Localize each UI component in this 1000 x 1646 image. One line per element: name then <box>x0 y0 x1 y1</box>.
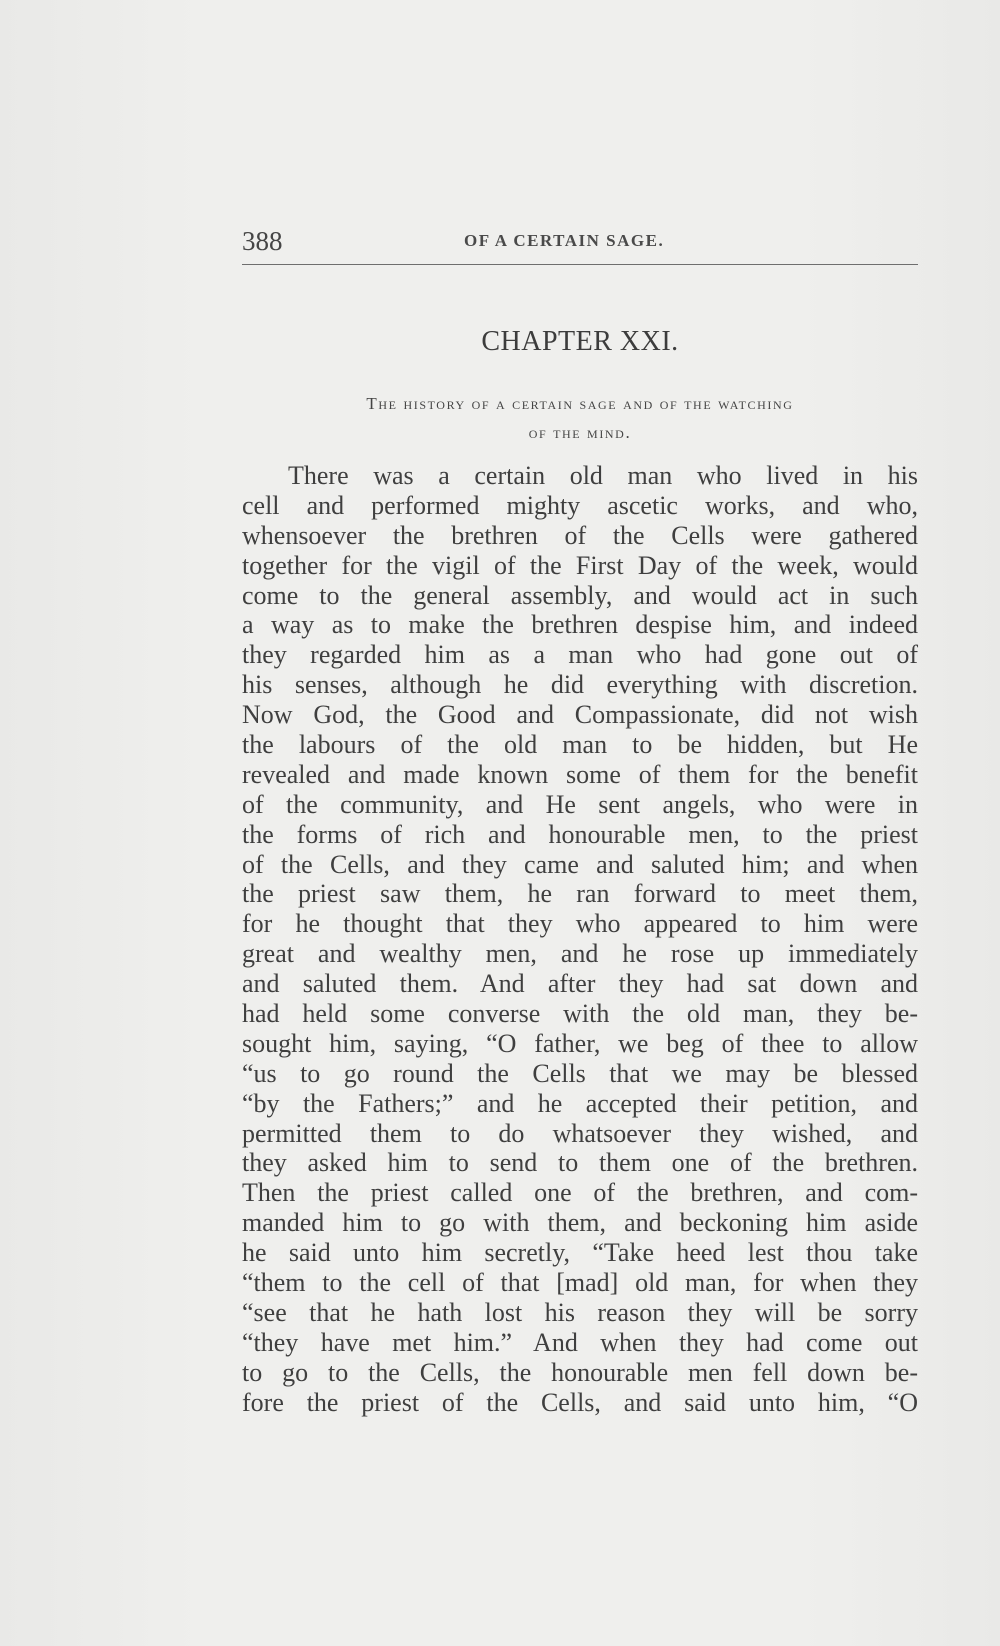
text-line: they asked him to send to them one of the brethren. <box>242 1148 918 1178</box>
text-line: had held some converse with the old man, they be- <box>242 999 918 1029</box>
text-line: “them to the cell of that [mad] old man, for when they <box>242 1268 918 1298</box>
text-line: “they have met him.” And when they had come out <box>242 1327 918 1357</box>
text-line: “us to go round the Cells that we may be blessed <box>242 1058 918 1088</box>
running-head-title: OF A CERTAIN SAGE. <box>464 231 665 250</box>
text-line: the priest saw them, he ran forward to meet them, <box>242 879 918 909</box>
page-number: 388 <box>242 226 283 256</box>
text-line: permitted them to do whatsoever they wished, and <box>242 1118 918 1148</box>
text-line: a way as to make the brethren despise him, and indeed <box>242 610 918 640</box>
body-text <box>242 461 918 1418</box>
text-line: of the Cells, and they came and saluted him; and when <box>242 849 918 879</box>
text-line: revealed and made known some of them for the benefit <box>242 759 918 789</box>
text-line: Then the priest called one of the brethren, and com- <box>242 1178 918 1208</box>
text-line: Now God, the Good and Compassionate, did not wish <box>242 700 918 730</box>
text-line: of the community, and He sent angels, who were in <box>242 789 918 819</box>
chapter-subtitle <box>242 389 918 447</box>
text-line: whensoever the brethren of the Cells were gathered <box>242 520 918 550</box>
text-line: and saluted them. And after they had sat down and <box>242 969 918 999</box>
text-line: come to the general assembly, and would act in such <box>242 580 918 610</box>
chapter-subtitle-line-2: of the mind. <box>528 423 632 442</box>
text-line: the labours of the old man to be hidden, but He <box>242 730 918 760</box>
text-line: sought him, saying, “O father, we beg of thee to allow <box>242 1028 918 1058</box>
text-line: his senses, although he did everything with discretion. <box>242 670 918 700</box>
text-line: manded him to go with them, and beckoning him aside <box>242 1208 918 1238</box>
text-line: great and wealthy men, and he rose up immediately <box>242 939 918 969</box>
text-line: together for the vigil of the First Day of the week, would <box>242 550 918 580</box>
chapter-subtitle-line-1: The history of a certain sage and of the watching <box>366 394 794 413</box>
text-line: cell and performed mighty ascetic works, and who, <box>242 490 918 520</box>
running-head <box>242 224 918 265</box>
text-line: fore the priest of the Cells, and said unto him, “O <box>242 1387 918 1417</box>
text-line: for he thought that they who appeared to him were <box>242 909 918 939</box>
text-line: “see that he hath lost his reason they will be sorry <box>242 1297 918 1327</box>
text-line: to go to the Cells, the honourable men fell down be- <box>242 1357 918 1387</box>
text-line: he said unto him secretly, “Take heed lest thou take <box>242 1238 918 1268</box>
text-line: There was a certain old man who lived in his <box>288 461 918 490</box>
text-line: the forms of rich and honourable men, to the priest <box>242 819 918 849</box>
text-line: they regarded him as a man who had gone out of <box>242 640 918 670</box>
chapter-heading: CHAPTER XXI. <box>481 326 679 357</box>
text-line: “by the Fathers;” and he accepted their petition, and <box>242 1088 918 1118</box>
